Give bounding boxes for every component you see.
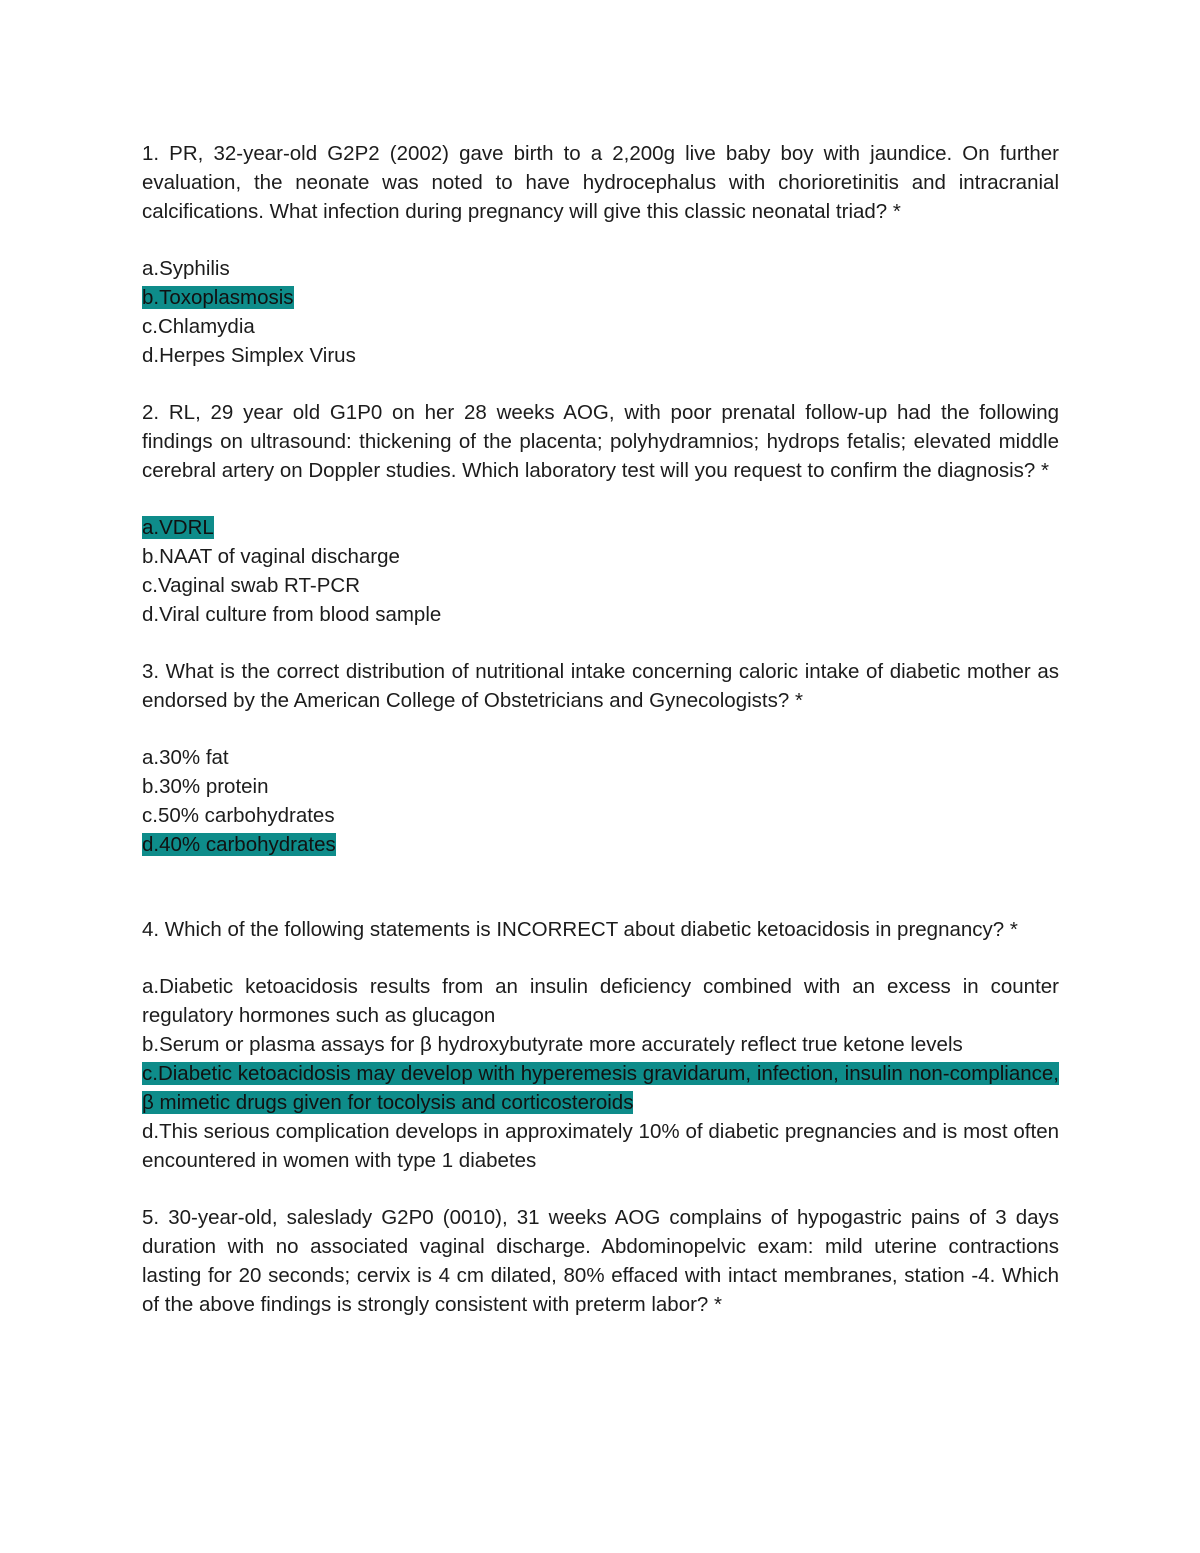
question-3-option-a: a.30% fat <box>142 746 229 769</box>
question-3-option-d <box>142 830 1059 859</box>
question-3-option-c: c.50% carbohydrates <box>142 804 335 827</box>
question-2-option-d: d.Viral culture from blood sample <box>142 603 442 626</box>
question-3-text: 3. What is the correct distribution of nutritional intake concerning caloric intake of diabetic mother as endorsed by the American College of Obstetricians and Gynecologists? * <box>142 660 1059 712</box>
question-4-text: 4. Which of the following statements is INCORRECT about diabetic ketoacidosis in pregnancy? * <box>142 918 1018 941</box>
question-5-text: 5. 30-year-old, saleslady G2P0 (0010), 31 weeks AOG complains of hypogastric pains of 3 days duration with no associated vaginal discharge. Abdominopelvic exam: mild uterine contractions lasting for 20 seconds; cervix is 4 cm dilated, 80% effaced with intact membranes, station -4. Which of the above findings is strongly consistent with preterm labor? * <box>142 1206 1059 1316</box>
spacer <box>142 485 1059 513</box>
document-page <box>142 139 1059 1319</box>
question-2-option-c: c.Vaginal swab RT-PCR <box>142 574 360 597</box>
question-4-option-a: a.Diabetic ketoacidosis results from an insulin deficiency combined with an excess in counter regulatory hormones such as glucagon <box>142 975 1059 1027</box>
question-1-option-d: d.Herpes Simplex Virus <box>142 344 356 367</box>
spacer <box>142 715 1059 743</box>
spacer <box>142 629 1059 657</box>
question-3-option-b: b.30% protein <box>142 775 269 798</box>
spacer <box>142 944 1059 972</box>
highlighted-answer: c.Diabetic ketoacidosis may develop with hyperemesis gravidarum, infection, insulin non-compliance, β mimetic drugs given for tocolysis and corticosteroids <box>142 1062 1059 1114</box>
highlighted-answer: a.VDRL <box>142 516 214 539</box>
question-4-option-d: d.This serious complication develops in approximately 10% of diabetic pregnancies and is most often encountered in women with type 1 diabetes <box>142 1120 1059 1172</box>
spacer <box>142 1175 1059 1203</box>
highlighted-answer: b.Toxoplasmosis <box>142 286 294 309</box>
question-1-option-c: c.Chlamydia <box>142 315 255 338</box>
question-1-text: 1. PR, 32-year-old G2P2 (2002) gave birth to a 2,200g live baby boy with jaundice. On further evaluation, the neonate was noted to have hydrocephalus with chorioretinitis and intracranial calcifications. What infection during pregnancy will give this classic neonatal triad? * <box>142 142 1059 223</box>
question-2-option-b: b.NAAT of vaginal discharge <box>142 545 400 568</box>
question-4-option-b: b.Serum or plasma assays for β hydroxybutyrate more accurately reflect true ketone levels <box>142 1033 963 1056</box>
question-2-option-a <box>142 513 1059 542</box>
spacer <box>142 226 1059 254</box>
highlighted-answer: d.40% carbohydrates <box>142 833 336 856</box>
question-2-text: 2. RL, 29 year old G1P0 on her 28 weeks AOG, with poor prenatal follow-up had the following findings on ultrasound: thickening of the placenta; polyhydramnios; hydrops fetalis; elevated middle cerebral artery on Doppler studies. Which laboratory test will you request to confirm the diagnosis? * <box>142 401 1059 482</box>
spacer <box>142 859 1059 915</box>
question-1-option-b <box>142 283 1059 312</box>
spacer <box>142 370 1059 398</box>
question-4-option-c <box>142 1059 1059 1117</box>
question-1-option-a: a.Syphilis <box>142 257 230 280</box>
